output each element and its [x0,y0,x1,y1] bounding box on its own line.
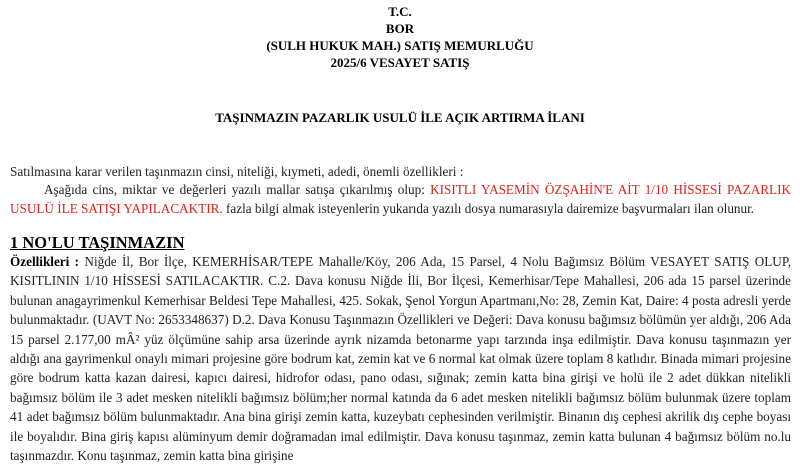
sale-paragraph [10,180,791,218]
header-file-number: 2025/6 VESAYET SATIŞ [330,55,470,70]
intro-text: Satılmasına karar verilen taşınmazın cinsi, niteliği, kıymeti, adedi, önemli özellikleri : [10,164,464,179]
property-details-text: Niğde İl, Bor İlçe, KEMERHİSAR/TEPE Mahalle/Köy, 206 Ada, 15 Parsel, 4 Nolu Bağımsız Bölüm VESAYET SATIŞ OLUP, KISITLININ 1/10 HİSSESİ SATILACAKTIR. C.2. Dava konusu Niğde İli, Bor İlçesi, Kemerhisar/Tepe Mahallesi, 206 ada 15 parsel üzerinde bulunan anagayrimenkul Kemerhisar Beldesi Tepe Mahallesi, 425. Sokak, Şenol Yorgun Apartmanı,No: 28, Zemin Kat, Daire: 4 posta adresli yerde bulunmaktadır. (UAVT No: 2653348637) D.2. Dava Konusu Taşınmazın Özellikleri ve Değeri: Dava konusu bağımsız bölümün yer aldığı, 206 Ada 15 parsel 2.177,00 mÂ² yüz ölçümüne sahip arsa üzerinde ayrık nizamda betonarme yapı tarzında inşa edilmiştir. Dava konusu taşınmazın yer aldığı ana gayrimenkul onaylı mimari projesine göre bodrum kat, zemin kat ve 6 normal kat olmak üzere toplam 8 katlıdır. Binada mimari projesine göre bodrum katta kazan dairesi, kapıcı dairesi, hidrofor odası, pano odası, sığınak; zemin katta bina girişi ve holü ile 2 adet dükkan nitelikli bağımsız bölüm ile 3 adet mesken nitelikli bağımsız bölüm;her normal katında da 6 adet mesken nitelikli bağımsız bölüm bulunmak üzere toplam 41 adet bağımsız bölüm bulunmaktadır. Ana bina girişi zemin katta, kuzeybatı cephesinden verilmiştir. Binanın dış cephesi akrilik dış cephe boyası ile boyalıdır. Bina giriş kapısı alüminyum demir doğramadan imal edilmiştir. Dava konusu taşınmaz, zemin katta bulunan 4 bağımsız bölüm no.lu taşınmazdır. Konu taşınmaz, zemin katta bina girişine [10,254,791,464]
section-title: 1 NO'LU TAŞINMAZIN [10,233,185,252]
header-city: BOR [385,21,415,36]
header-office: (SULH HUKUK MAH.) SATIŞ MEMURLUĞU [266,38,534,53]
header-tc: T.C. [388,4,412,19]
property-details [10,252,791,465]
property-details-label: Özellikleri : [10,254,80,269]
sale-paragraph-lead: Aşağıda cins, miktar ve değerleri yazılı mallar satışa çıkarılmış olup: [44,182,431,197]
sale-paragraph-tail: fazla bilgi almak isteyenlerin yukarıda yazılı dosya numarasıyla dairemize başvurmaları ilan olunur. [222,201,755,216]
sale-highlight: KISITLI YASEMİN ÖZŞAHİN'E AİT 1/10 HİSSESİ PAZARLIK USULÜ İLE SATIŞI YAPILACAKTIR. [10,182,791,216]
announcement-title: TAŞINMAZIN PAZARLIK USULÜ İLE AÇIK ARTIRMA İLANI [215,110,585,125]
